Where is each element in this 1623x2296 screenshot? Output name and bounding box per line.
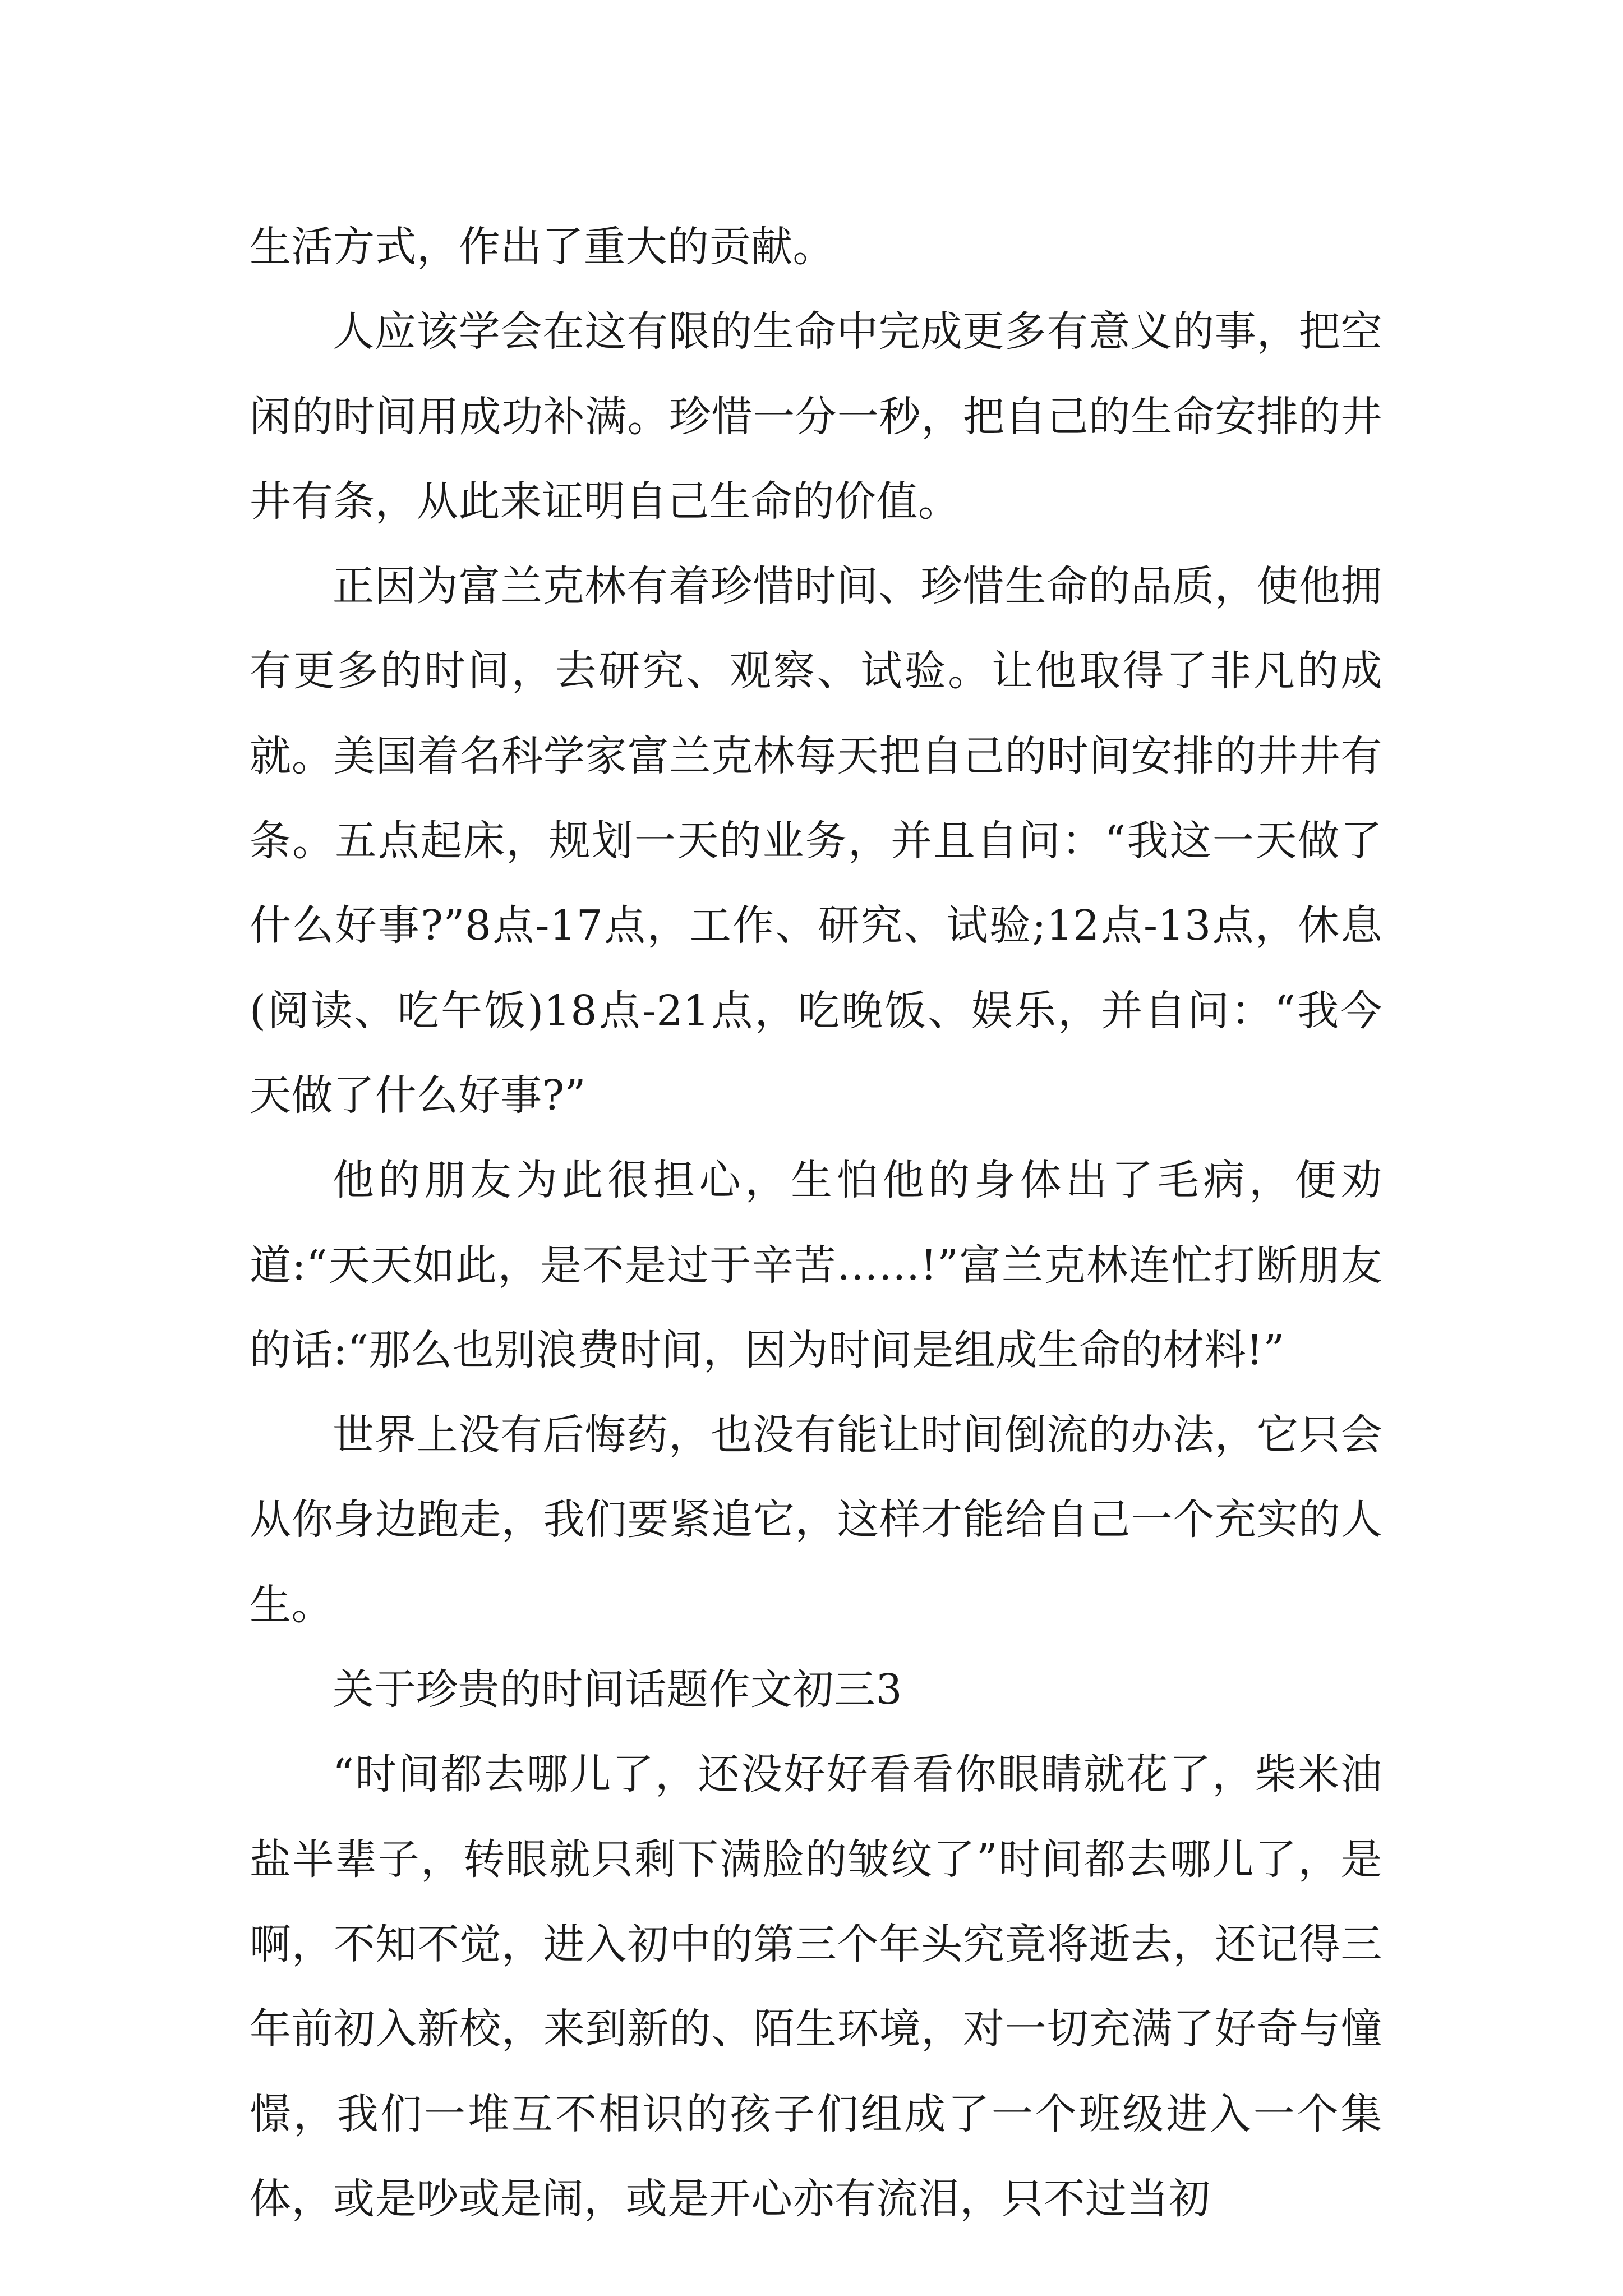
section-heading: 关于珍贵的时间话题作文初三3: [333, 1665, 903, 1714]
paragraph: 正因为富兰克林有着珍惜时间、珍惜生命的品质，使他拥有更多的时间，去研究、观察、试验。让他取得了非凡的成就。美国着名科学家富兰克林每天把自己的时间安排的井井有条。五点起床，规划一天的业务，并且自问：“我这一天做了什么好事?”8点-17点，工作、研究、试验;12点-13点，休息(阅读、吃午饭)18点-21点，吃晚饭、娱乐，并自问：“我今天做了什么好事?”: [250, 562, 1382, 1120]
paragraph: 生活方式，作出了重大的贡献。: [250, 223, 834, 271]
document-body: [250, 205, 1382, 2242]
paragraph: “时间都去哪儿了，还没好好看看你眼睛就花了，柴米油盐半辈子，转眼就只剩下满脸的皱纹了”时间都去哪儿了，是啊，不知不觉，进入初中的第三个年头究竟将逝去，还记得三年前初入新校，来到新的、陌生环境，对一切充满了好奇与憧憬，我们一堆互不相识的孩子们组成了一个班级进入一个集体，或是吵或是闹，或是开心亦有流泪，只不过当初: [250, 1750, 1382, 2223]
paragraph: 他的朋友为此很担心，生怕他的身体出了毛病，便劝道:“天天如此，是不是过于辛苦……!”富兰克林连忙打断朋友的话:“那么也别浪费时间，因为时间是组成生命的材料!”: [250, 1156, 1382, 1374]
paragraph: 世界上没有后悔药，也没有能让时间倒流的办法，它只会从你身边跑走，我们要紧追它，这样才能给自己一个充实的人生。: [250, 1411, 1382, 1629]
paragraph: 人应该学会在这有限的生命中完成更多有意义的事，把空闲的时间用成功补满。珍惜一分一秒，把自己的生命安排的井井有条，从此来证明自己生命的价值。: [250, 307, 1382, 526]
